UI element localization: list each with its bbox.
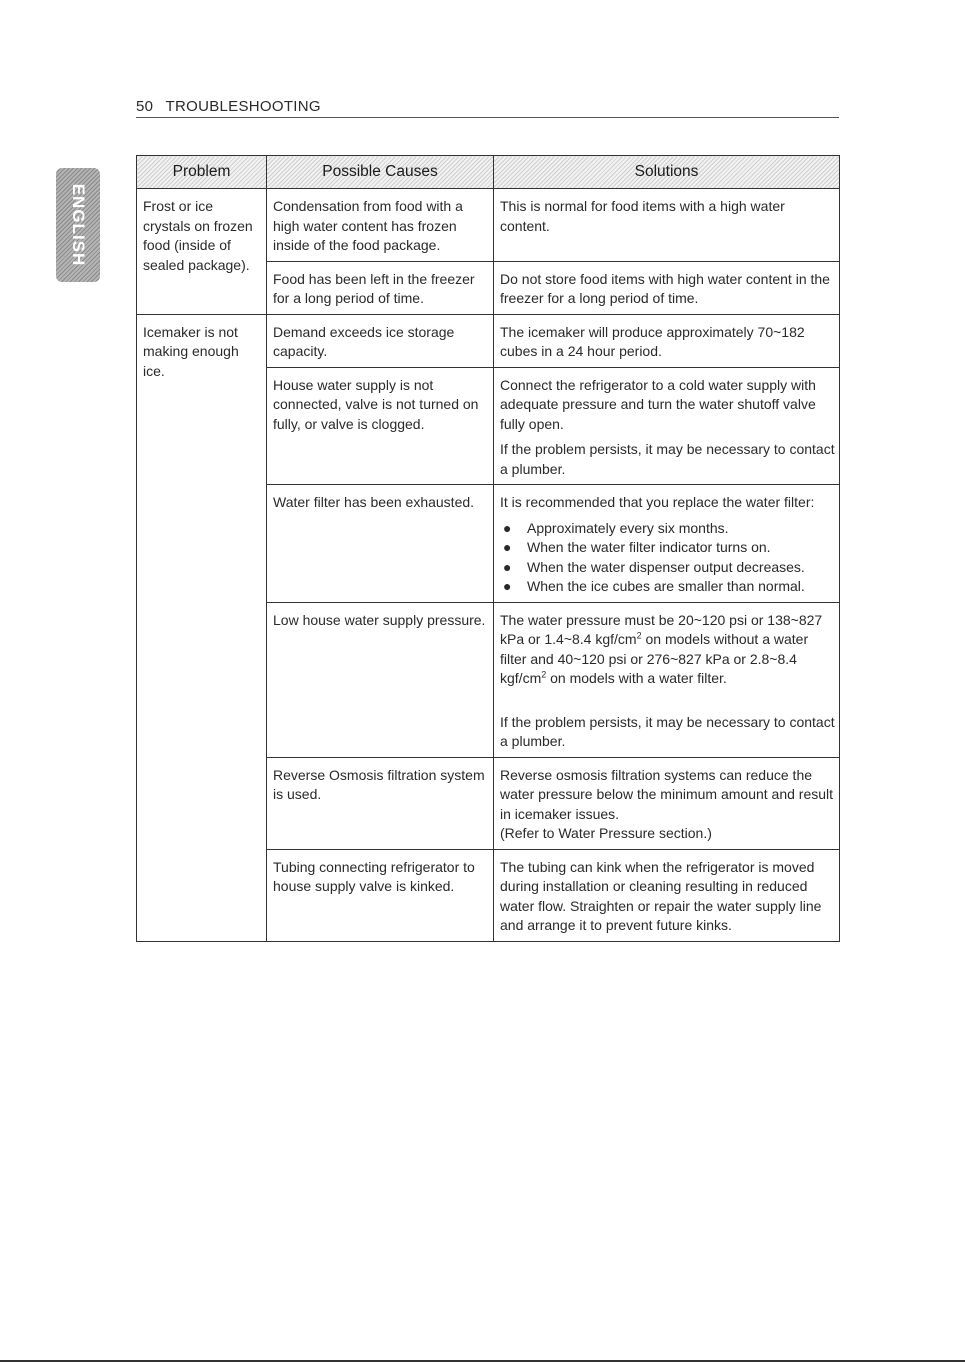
solution-cell xyxy=(494,757,840,849)
language-tab xyxy=(56,168,100,282)
bullet-icon: ● xyxy=(503,558,512,575)
solution-cell xyxy=(494,485,840,603)
cause-cell: Reverse Osmosis filtration system is used. xyxy=(267,757,494,849)
pressure-text-b: on models without a water filter and 40~120 psi or 276~827 kPa or 2.8~8.4 kgf/cm xyxy=(500,631,809,686)
list-item xyxy=(500,538,836,558)
cause-cell: Tubing connecting refrigerator to house supply valve is kinked. xyxy=(267,849,494,941)
cause-cell: Water filter has been exhausted. xyxy=(267,485,494,603)
solution-cell: The tubing can kink when the refrigerator is moved during installation or cleaning resulting in reduced water flow. Straighten or repair the water supply line and arrange it to prevent future kinks. xyxy=(494,849,840,941)
solution-cell: The icemaker will produce approximately 70~182 cubes in a 24 hour period. xyxy=(494,314,840,367)
solution-text xyxy=(500,611,836,689)
cause-cell: Food has been left in the freezer for a long period of time. xyxy=(267,261,494,314)
solution-note: If the problem persists, it may be necessary to contact a plumber. xyxy=(500,441,835,477)
list-item xyxy=(500,577,836,597)
list-item-text: Approximately every six months. xyxy=(527,519,729,536)
cause-cell: House water supply is not connected, valve is not turned on fully, or valve is clogged. xyxy=(267,367,494,485)
list-item-text: When the water filter indicator turns on. xyxy=(527,539,771,555)
solution-text: Reverse osmosis filtration systems can reduce the water pressure below the minimum amount and result in icemaker issues. xyxy=(500,766,834,822)
solution-cell xyxy=(494,367,840,485)
page-number: 50 xyxy=(136,98,154,115)
section-title: TROUBLESHOOTING xyxy=(165,98,321,115)
pressure-text-a: The water pressure must be 20~120 psi or 138~827 kPa or 1.4~8.4 kgf/cm xyxy=(500,611,823,647)
column-header-problem: Problem xyxy=(137,156,267,189)
solution-text: Connect the refrigerator to a cold water supply with adequate pressure and turn the water shutoff valve fully open. xyxy=(500,376,816,432)
solution-cell: This is normal for food items with a high water content. xyxy=(494,189,840,262)
list-item xyxy=(500,558,836,578)
solution-cell xyxy=(494,602,840,757)
table-row xyxy=(137,189,840,262)
bullet-icon: ● xyxy=(503,539,512,555)
language-tab-label: ENGLISH xyxy=(69,183,88,267)
pressure-text-c: on models with a water filter. xyxy=(546,670,727,686)
solution-text: It is recommended that you replace the water filter: xyxy=(500,494,815,510)
page-header xyxy=(136,99,839,118)
cause-cell: Condensation from food with a high water content has frozen inside of the food package. xyxy=(267,189,494,262)
superscript: 2 xyxy=(541,669,547,680)
solution-cell: Do not store food items with high water content in the freezer for a long period of time. xyxy=(494,261,840,314)
bullet-icon: ● xyxy=(503,519,512,536)
table-header-row xyxy=(137,156,840,189)
troubleshooting-table xyxy=(136,155,840,942)
problem-cell: Frost or ice crystals on frozen food (inside of sealed package). xyxy=(137,189,267,315)
table-row xyxy=(137,314,840,367)
cause-cell: Demand exceeds ice storage capacity. xyxy=(267,314,494,367)
replacement-list xyxy=(500,519,836,597)
column-header-causes: Possible Causes xyxy=(267,156,494,189)
superscript: 2 xyxy=(636,630,642,641)
column-header-solutions: Solutions xyxy=(494,156,840,189)
list-item-text: When the ice cubes are smaller than normal. xyxy=(527,578,805,594)
list-item xyxy=(500,519,836,539)
problem-cell: Icemaker is not making enough ice. xyxy=(137,314,267,941)
list-item-text: When the water dispenser output decreases. xyxy=(527,558,805,575)
cause-cell: Low house water supply pressure. xyxy=(267,602,494,757)
solution-note: (Refer to Water Pressure section.) xyxy=(500,825,712,841)
solution-note: If the problem persists, it may be necessary to contact a plumber. xyxy=(500,713,835,749)
bullet-icon: ● xyxy=(503,578,512,594)
